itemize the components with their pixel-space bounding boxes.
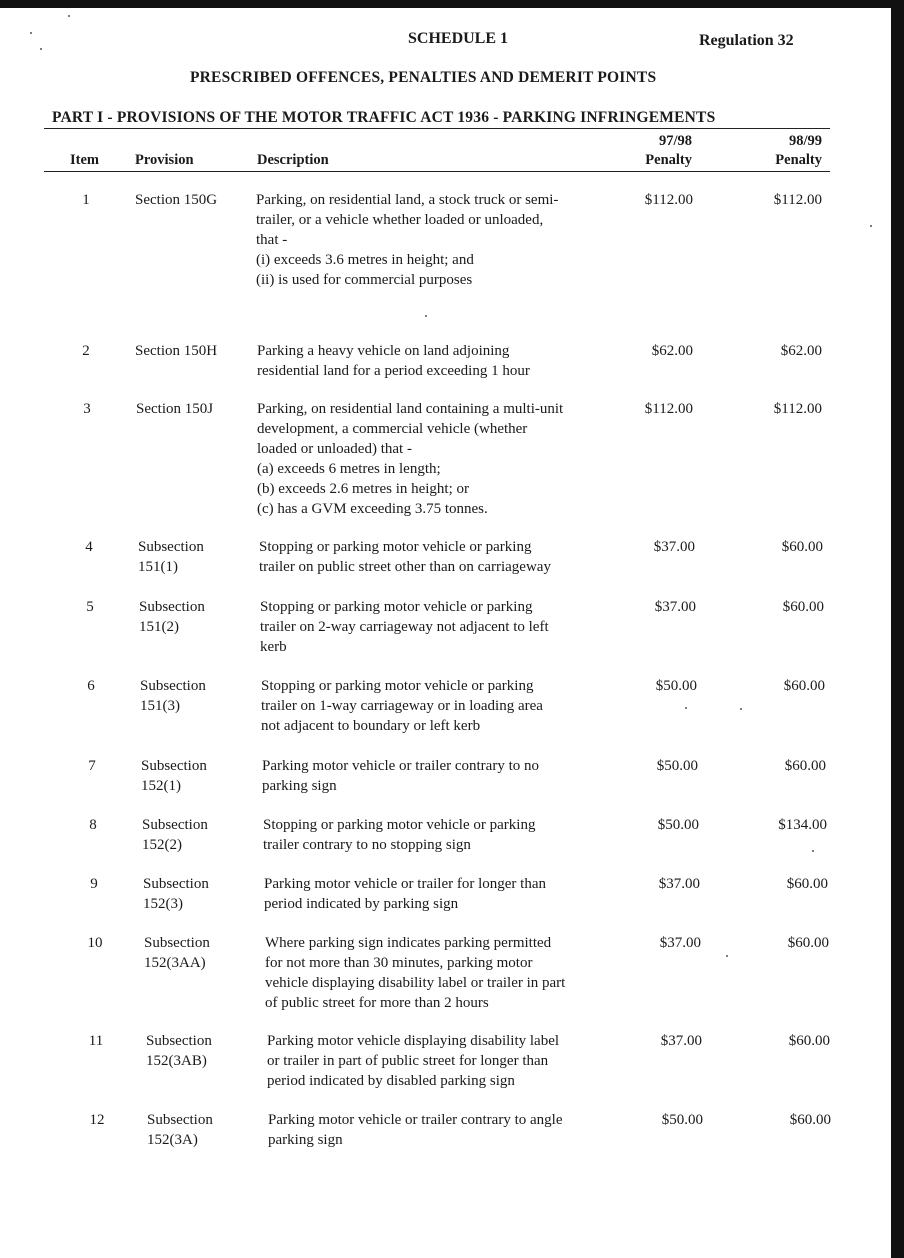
penalty-98-99: $60.00 [783, 678, 825, 694]
item-number: 12 [89, 1112, 105, 1128]
scan-speck [68, 15, 70, 17]
provision-cell [147, 1110, 267, 1150]
description-line: Parking motor vehicle displaying disability label [267, 1033, 560, 1049]
provision-line: 152(3AB) [146, 1053, 207, 1069]
scan-speck [685, 707, 687, 709]
penalty-98-99: $60.00 [782, 599, 824, 615]
provision-line: Subsection [139, 599, 205, 615]
description-cell [257, 341, 602, 381]
description-line: of public street for more than 2 hours [265, 995, 489, 1011]
description-line: Parking motor vehicle or trailer contrary to angle [268, 1112, 563, 1128]
provision-line: Subsection [142, 817, 208, 833]
provision-cell [141, 756, 261, 796]
penalty-98-99: $60.00 [787, 935, 829, 951]
column-header-98-99-year: 98/99 [788, 133, 822, 149]
penalty-97-98: $50.00 [661, 1112, 703, 1128]
penalty-98-99: $134.00 [778, 817, 827, 833]
scan-speck [740, 708, 742, 710]
provision-cell [146, 1031, 266, 1071]
description-cell [257, 399, 602, 519]
provision-cell [139, 597, 259, 637]
column-header-provision: Provision [135, 152, 194, 168]
description-line: Stopping or parking motor vehicle or parking [263, 817, 536, 833]
penalty-97-98: $112.00 [644, 192, 693, 208]
description-cell [262, 756, 607, 796]
description-line: period indicated by parking sign [264, 896, 459, 912]
provision-cell [142, 815, 262, 855]
penalty-97-98: $50.00 [657, 817, 699, 833]
provision-cell [135, 190, 255, 210]
penalty-97-98: $112.00 [644, 401, 693, 417]
provision-line: Subsection [144, 935, 210, 951]
provision-line: 151(2) [139, 619, 179, 635]
provision-cell [135, 341, 255, 361]
penalty-97-98: $37.00 [658, 876, 700, 892]
item-number: 3 [83, 401, 91, 417]
description-line: (c) has a GVM exceeding 3.75 tonnes. [257, 501, 488, 517]
provision-line: Subsection [138, 539, 204, 555]
penalty-98-99: $60.00 [788, 1033, 830, 1049]
description-line: (ii) is used for commercial purposes [256, 272, 473, 288]
description-line: trailer, or a vehicle whether loaded or unloaded, [256, 212, 544, 228]
penalty-97-98: $50.00 [655, 678, 697, 694]
column-header-rule [44, 171, 830, 172]
scan-speck [870, 225, 872, 227]
provision-line: 152(3A) [147, 1132, 198, 1148]
description-line: parking sign [262, 778, 337, 794]
page-title: PRESCRIBED OFFENCES, PENALTIES AND DEMERIT POINTS [190, 69, 657, 86]
description-line: not adjacent to boundary or left kerb [261, 718, 481, 734]
item-number: 11 [88, 1033, 104, 1049]
description-cell [261, 676, 606, 736]
scan-speck [726, 955, 728, 957]
column-header-97-98-penalty: Penalty [645, 152, 692, 168]
penalty-98-99: $60.00 [789, 1112, 831, 1128]
scan-edge-right [891, 0, 904, 1258]
column-header-97-98-year: 97/98 [658, 133, 692, 149]
provision-line: 151(1) [138, 559, 178, 575]
description-line: (b) exceeds 2.6 metres in height; or [257, 481, 470, 497]
description-cell [260, 597, 605, 657]
item-number: 9 [90, 876, 98, 892]
provision-cell [138, 537, 258, 577]
item-number: 7 [88, 758, 96, 774]
penalty-98-99: $60.00 [784, 758, 826, 774]
description-line: Parking motor vehicle or trailer for longer than [264, 876, 546, 892]
provision-line: 152(1) [141, 778, 181, 794]
description-line: Where parking sign indicates parking permitted [265, 935, 552, 951]
description-cell [264, 874, 609, 914]
penalty-97-98: $37.00 [660, 1033, 702, 1049]
description-cell [256, 190, 601, 290]
provision-cell [144, 933, 264, 973]
description-line: parking sign [268, 1132, 343, 1148]
provision-line: Section 150G [135, 192, 218, 208]
column-header-description: Description [257, 152, 329, 168]
description-cell [268, 1110, 613, 1150]
description-cell [267, 1031, 612, 1091]
provision-cell [143, 874, 263, 914]
description-line: Parking motor vehicle or trailer contrary to no [262, 758, 539, 774]
provision-line: Subsection [147, 1112, 213, 1128]
description-line: vehicle displaying disability label or trailer in part [265, 975, 566, 991]
part-heading: PART I - PROVISIONS OF THE MOTOR TRAFFIC ACT 1936 - PARKING INFRINGEMENTS [52, 109, 716, 126]
description-line: Stopping or parking motor vehicle or parking [260, 599, 533, 615]
penalty-97-98: $62.00 [651, 343, 693, 359]
provision-line: Subsection [141, 758, 207, 774]
description-line: loaded or unloaded) that - [257, 441, 412, 457]
description-cell [265, 933, 610, 1013]
penalty-97-98: $37.00 [653, 539, 695, 555]
penalty-98-99: $60.00 [781, 539, 823, 555]
description-line: trailer on public street other than on carriageway [259, 559, 551, 575]
provision-line: Subsection [140, 678, 206, 694]
item-number: 8 [89, 817, 97, 833]
provision-line: 152(3AA) [144, 955, 206, 971]
scan-edge-top [0, 0, 904, 8]
description-cell [263, 815, 608, 855]
penalty-97-98: $37.00 [659, 935, 701, 951]
provision-line: 151(3) [140, 698, 180, 714]
provision-line: 152(2) [142, 837, 182, 853]
penalty-98-99: $112.00 [773, 192, 822, 208]
penalty-98-99: $60.00 [786, 876, 828, 892]
description-line: Stopping or parking motor vehicle or parking [261, 678, 534, 694]
description-line: Parking a heavy vehicle on land adjoining [257, 343, 510, 359]
description-line: residential land for a period exceeding 1 hour [257, 363, 530, 379]
provision-line: Section 150J [136, 401, 214, 417]
description-line: for not more than 30 minutes, parking motor [265, 955, 533, 971]
description-line: (a) exceeds 6 metres in length; [257, 461, 441, 477]
description-line: trailer on 1-way carriageway or in loading area [261, 698, 543, 714]
provision-line: 152(3) [143, 896, 183, 912]
description-line: Parking, on residential land containing a multi-unit [257, 401, 564, 417]
description-line: trailer contrary to no stopping sign [263, 837, 471, 853]
provision-line: Subsection [146, 1033, 212, 1049]
column-header-98-99-penalty: Penalty [775, 152, 822, 168]
penalty-98-99: $62.00 [780, 343, 822, 359]
scan-speck [812, 850, 814, 852]
description-line: trailer on 2-way carriageway not adjacent to left [260, 619, 549, 635]
scan-speck [40, 48, 42, 50]
item-number: 2 [82, 343, 90, 359]
description-line: kerb [260, 639, 287, 655]
description-line: Stopping or parking motor vehicle or parking [259, 539, 532, 555]
schedule-title: SCHEDULE 1 [408, 30, 509, 47]
regulation-reference: Regulation 32 [699, 32, 794, 49]
item-number: 1 [82, 192, 90, 208]
penalty-97-98: $50.00 [656, 758, 698, 774]
description-line: period indicated by disabled parking sign [267, 1073, 515, 1089]
description-line: development, a commercial vehicle (whether [257, 421, 528, 437]
item-number: 6 [87, 678, 95, 694]
item-number: 5 [86, 599, 94, 615]
provision-line: Subsection [143, 876, 209, 892]
part-heading-rule [44, 128, 830, 129]
provision-cell [140, 676, 260, 716]
description-line: or trailer in part of public street for longer than [267, 1053, 549, 1069]
item-number: 10 [87, 935, 103, 951]
penalty-97-98: $37.00 [654, 599, 696, 615]
column-header-item: Item [70, 152, 99, 168]
description-line: that - [256, 232, 288, 248]
provision-cell [136, 399, 256, 419]
description-line: Parking, on residential land, a stock truck or semi- [256, 192, 559, 208]
penalty-98-99: $112.00 [773, 401, 822, 417]
provision-line: Section 150H [135, 343, 218, 359]
scan-speck [425, 315, 427, 317]
description-line: (i) exceeds 3.6 metres in height; and [256, 252, 474, 268]
description-cell [259, 537, 604, 577]
scan-speck [30, 32, 32, 34]
item-number: 4 [85, 539, 93, 555]
